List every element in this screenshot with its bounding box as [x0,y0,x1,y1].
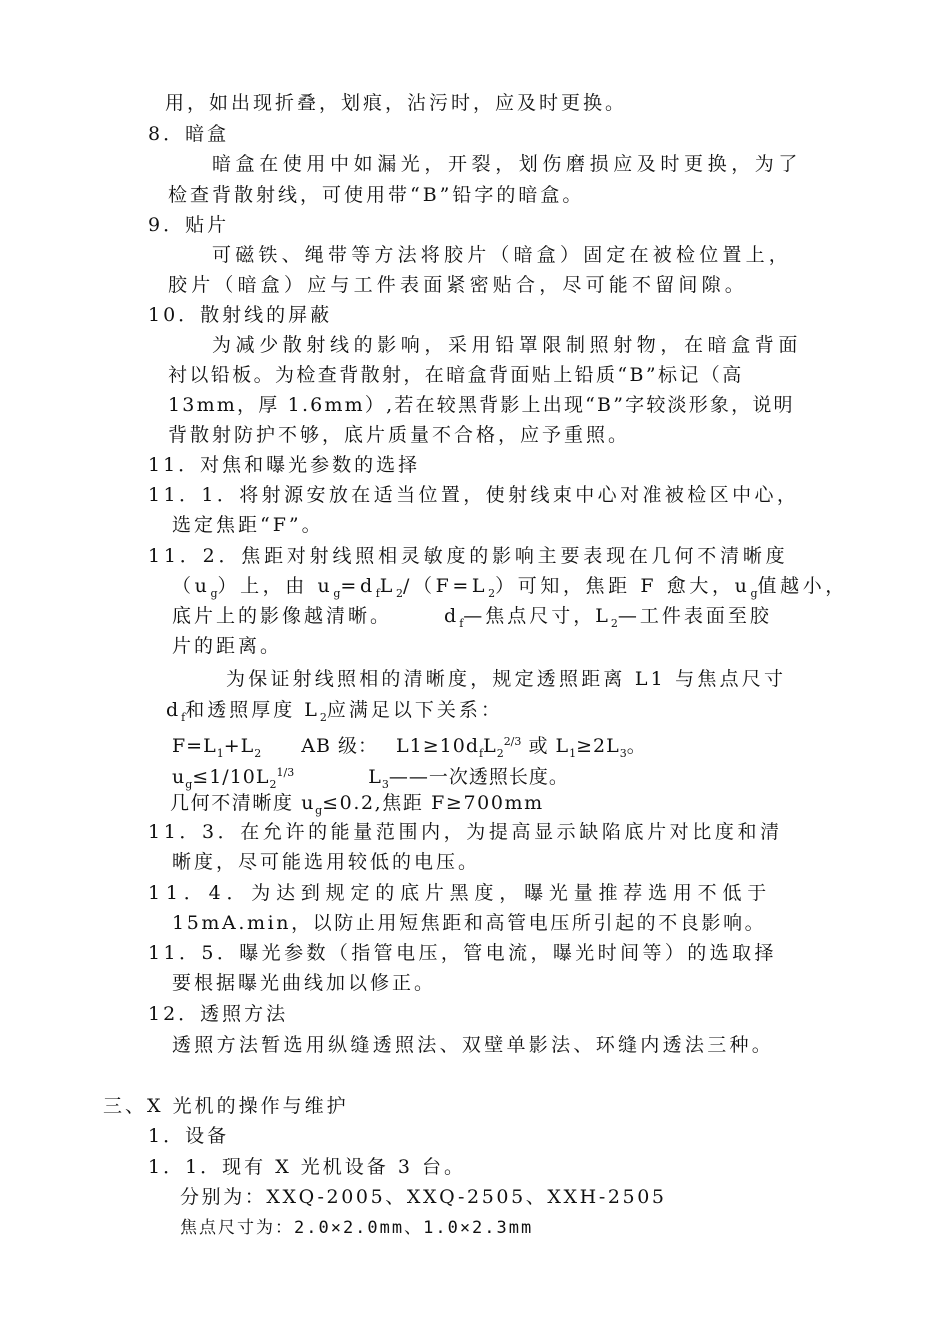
section-heading: 11．对焦和曝光参数的选择 [148,454,421,476]
text-line: 1．1．现有 X 光机设备 3 台。 [148,1156,466,1178]
text-line: 11．2．焦距对射线照相灵敏度的影响主要表现在几何不清晰度 [148,545,789,567]
section-heading: 8．暗盒 [148,123,230,145]
formula-line: $u_g\le 1/10L_2^{1/3}$ $L_3——$一次透照长度。 [172,766,569,791]
text-line: 焦点尺寸为：2.0×2.0mm、1.0×2.3mm [180,1218,534,1238]
text-line: 背散射防护不够，底片质量不合格，应予重照。 [168,424,631,446]
text-line: 15mA.min，以防止用短焦距和高管电压所引起的不良影响。 [172,912,767,934]
chapter-heading: 三、X 光机的操作与维护 [103,1095,349,1117]
formula-line: $(u_g)$上，由 $u_g=d_fL_2/(F=L_2)$可知，焦距 F 愈大，$u_g$值越小， [172,575,848,600]
text-line: 几何不清晰度 $u_g\le 0.2$,焦距 F≥700mm [170,792,544,817]
text-line: 11．1．将射源安放在适当位置，使射线束中心对准被检区中心， [148,484,800,506]
formula-line: $F=L_1+L_2$ AB 级： $L1\ge 10d_fL_2^{2/3}$ 或 $L_1\ge 2L_3$。 [172,735,647,760]
text-line: 为减少散射线的影响，采用铅罩限制照射物，在暗盒背面 [212,334,803,356]
text-line: 底片上的影像越清晰。 $d_f—$焦点尺寸，$L_2—$工件表面至胶 [172,605,772,630]
text-line: 11．5．曝光参数（指管电压，管电流，曝光时间等）的选取择 [148,942,777,964]
text-line: 11．3．在允许的能量范围内，为提高显示缺陷底片对比度和清 [148,821,783,843]
text-line: 检查背散射线，可使用带“B”铅字的暗盒。 [168,184,585,206]
text-line: 透照方法暂选用纵缝透照法、双壁单影法、环缝内透法三种。 [172,1034,775,1056]
text-line: 衬以铅板。为检查背散射，在暗盒背面贴上铅质“B”标记（高 [168,364,744,386]
text-line: 胶片（暗盒）应与工件表面紧密贴合，尽可能不留间隙。 [168,274,749,296]
text-line: 用，如出现折叠，划痕，沾污时，应及时更换。 [165,92,628,114]
section-heading: 12．透照方法 [148,1003,289,1025]
text-line: 选定焦距“F”。 [172,514,324,536]
text-line: 暗盒在使用中如漏光，开裂，划伤磨损应及时更换，为了 [212,153,803,175]
text-line: 为保证射线照相的清晰度，规定透照距离 L1 与焦点尺寸 [226,668,787,690]
section-heading: 10．散射线的屏蔽 [148,304,333,326]
text-line: 11．4．为达到规定的底片黑度，曝光量推荐选用不低于 [148,882,773,904]
text-line: 分别为：XXQ-2005、XXQ-2505、XXH-2505 [180,1186,667,1208]
text-line: $d_f$和透照厚度 $L_2$应满足以下关系： [166,699,503,724]
text-line: 要根据曝光曲线加以修正。 [172,972,437,994]
section-heading: 1．设备 [148,1125,230,1147]
text-line: 晰度，尽可能选用较低的电压。 [172,851,481,873]
text-line: 片的距离。 [172,635,283,657]
text-line: 13mm，厚 1.6mm）,若在较黑背影上出现“B”字较淡形象，说明 [168,394,795,416]
text-line: 可磁铁、绳带等方法将胶片（暗盒）固定在被检位置上， [212,244,793,266]
section-heading: 9．贴片 [148,214,230,236]
